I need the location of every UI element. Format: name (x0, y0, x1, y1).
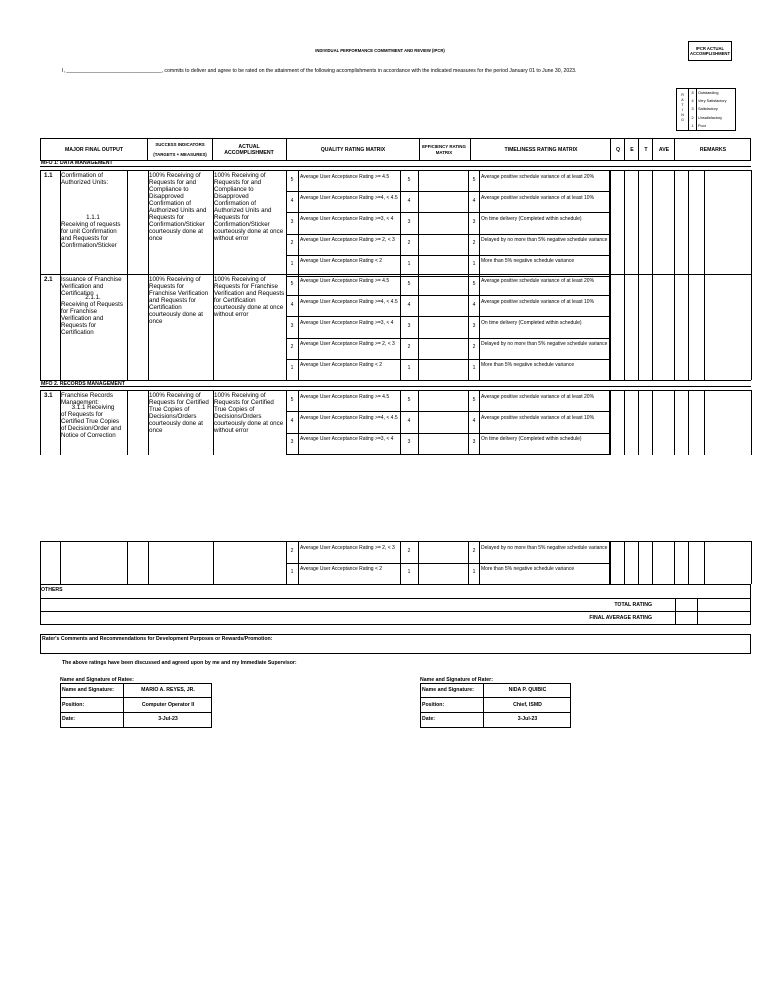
efficiency-rating-number: 1 (407, 365, 411, 372)
timeliness-rating-number: 4 (472, 417, 476, 424)
timeliness-rating-criteria: More than 5% negative schedule variance (481, 362, 575, 369)
output-description: Receiving of requests for unit Confirmation and Requests for Confirmation/Sticker (61, 221, 121, 249)
ratee-date: 3-Jul-23 (158, 716, 178, 722)
quality-rating-number: 1 (290, 261, 294, 268)
output-description: Receiving of Requests for Franchise Verification and Requests for Certification (61, 301, 123, 336)
quality-rating-number: 3 (290, 323, 294, 329)
rating-number: 3 (691, 107, 694, 112)
timeliness-rating-number: 2 (472, 240, 476, 247)
rating-number: 4 (691, 99, 694, 104)
quality-rating-criteria: Average User Acceptance Rating >= 4.5 (300, 173, 390, 180)
quality-rating-number: 1 (290, 569, 294, 576)
rater-position: Chief, ISMD (513, 702, 542, 708)
quality-rating-number: 4 (290, 301, 294, 308)
col-t: T (644, 147, 648, 153)
col-remarks: REMARKS (699, 147, 727, 153)
actual-accomplishment: 100% Receiving of Requests for and Compliance to Disapproved Confirmation of Authorized Units and Requests for Confirmation/Sticker courteously done at once without error (214, 172, 284, 242)
col-timeliness-matrix: TIMELINESS RATING MATRIX (504, 147, 578, 153)
timeliness-rating-criteria: On time delivery (Completed within schedule) (481, 216, 582, 222)
timeliness-rating-criteria: Average positive schedule variance of at least 20% (481, 173, 595, 180)
timeliness-rating-number: 3 (472, 439, 476, 446)
col-major-output: MAJOR FINAL OUTPUT (64, 147, 124, 153)
quality-rating-criteria: Average User Acceptance Rating >=3, < 4 (300, 320, 394, 326)
efficiency-rating-number: 2 (407, 240, 411, 247)
efficiency-rating-number: 3 (407, 219, 411, 225)
ratee-title: Name and Signature of Ratee: (60, 677, 134, 683)
quality-rating-criteria: Average User Acceptance Rating >=4, < 4.5 (300, 414, 398, 421)
ratee-position: Computer Operator II (141, 702, 195, 708)
actual-accomplishment: 100% Receiving of Requests for Franchise Verification and Requests for Certification courteously done at once without error (214, 276, 285, 318)
quality-rating-criteria: Average User Acceptance Rating < 2 (300, 258, 383, 265)
item-number: 2.1 (44, 276, 53, 283)
final-average-row (40, 611, 751, 625)
output-subitem: 1.1.1 (86, 214, 100, 221)
efficiency-rating-number: 2 (407, 344, 411, 351)
quality-rating-number: 5 (290, 280, 294, 287)
timeliness-rating-criteria: More than 5% negative schedule variance (481, 566, 575, 573)
quality-rating-criteria: Average User Acceptance Rating >= 2, < 3 (300, 237, 395, 244)
table-header (40, 138, 751, 161)
total-rating-label: TOTAL RATING (614, 602, 652, 608)
timeliness-rating-criteria: More than 5% negative schedule variance (481, 258, 575, 265)
quality-rating-number: 3 (290, 439, 294, 446)
quality-rating-number: 2 (290, 547, 294, 554)
ratee-position-label: Position: (62, 702, 85, 708)
col-quality-matrix: QUALITY RATING MATRIX (320, 147, 386, 153)
timeliness-rating-criteria: Delayed by no more than 5% negative schedule variance (481, 341, 608, 348)
rater-comments-box (40, 634, 751, 654)
quality-rating-number: 3 (290, 219, 294, 225)
efficiency-rating-number: 4 (407, 197, 411, 204)
item-number: 3.1 (44, 392, 53, 399)
efficiency-rating-number: 5 (407, 396, 411, 403)
efficiency-rating-number: 4 (407, 301, 411, 308)
quality-rating-number: 2 (290, 240, 294, 247)
success-indicator: 100% Receiving of Requests for Franchise Verification and Requests for Certification courteously done at once (149, 276, 209, 325)
col-ave: AVE (658, 147, 670, 153)
quality-rating-number: 4 (290, 197, 294, 204)
ipcr-accomplishment-label: IPCR ACTUAL ACCOMPLISHMENT (689, 46, 730, 56)
others-row (40, 584, 751, 599)
timeliness-rating-criteria: Average positive schedule variance of at least 20% (481, 277, 595, 284)
quality-rating-criteria: Average User Acceptance Rating >=4, < 4.5 (300, 298, 398, 305)
quality-rating-number: 5 (290, 176, 294, 183)
mfo1-label: MFO 1: DATA MANAGEMENT (41, 160, 113, 166)
item-number: 1.1 (44, 172, 53, 179)
rating-letter: A (681, 98, 684, 102)
col-actual-accomplishment: ACTUAL ACCOMPLISHMENT (224, 144, 274, 156)
timeliness-rating-criteria: On time delivery (Completed within schedule) (481, 320, 582, 326)
rating-label: Unsatisfactory (698, 115, 723, 120)
quality-rating-criteria: Average User Acceptance Rating >=4, < 4.5 (300, 194, 398, 201)
rating-label: Very Satisfactory (698, 99, 727, 104)
output-subitem: 2.1.1. (85, 294, 101, 301)
quality-rating-criteria: Average User Acceptance Rating >= 2, < 3 (300, 544, 395, 551)
output-heading: Issuance of Franchise Verification and Certification (61, 276, 122, 297)
rating-letter: G (681, 118, 684, 122)
output-description: of Requests for Certified True Copies of Decision/Order and Notice of Correction (61, 411, 122, 439)
actual-accomplishment: 100% Receiving of Requests for Certified True Copies of Decisions/Orders courteously done at once without error (214, 392, 284, 434)
rating-number: 5 (691, 91, 694, 95)
commitment-statement: I, _________________________________, commits to deliver and agree to be rated on the attainment of the following accomplishments in accordance with the indicated measures for the period January 01 to June 30, 2023. (62, 68, 577, 74)
final-average-label: FINAL AVERAGE RATING (589, 615, 652, 621)
efficiency-rating-number: 3 (407, 323, 411, 329)
timeliness-rating-criteria: On time delivery (Completed within schedule) (481, 436, 582, 443)
rater-table (420, 683, 571, 728)
quality-rating-number: 5 (290, 396, 294, 403)
rating-label: Poor (698, 123, 707, 128)
efficiency-rating-number: 5 (407, 280, 411, 287)
quality-rating-criteria: Average User Acceptance Rating < 2 (300, 566, 383, 573)
timeliness-rating-criteria: Delayed by no more than 5% negative schedule variance (481, 544, 608, 551)
discussion-statement: The above ratings have been discussed and agreed upon by me and my Immediate Supervisor: (62, 660, 297, 666)
output-heading: Confirmation of Authorized Units: (61, 172, 109, 186)
efficiency-rating-number: 2 (407, 547, 411, 554)
timeliness-rating-criteria: Average positive schedule variance of at least 10% (481, 298, 595, 305)
rating-label: Outstanding (698, 91, 719, 95)
quality-rating-criteria: Average User Acceptance Rating >= 2, < 3 (300, 341, 395, 348)
output-heading: Franchise Records Management: (61, 392, 113, 406)
rating-label: Satisfactory (698, 107, 718, 112)
rating-number: 2 (691, 115, 694, 120)
rating-number: 1 (691, 123, 694, 128)
timeliness-rating-number: 3 (472, 323, 476, 329)
rater-name: NIDA P. QUIBIC (508, 687, 547, 693)
timeliness-rating-criteria: Average positive schedule variance of at least 10% (481, 414, 595, 421)
rating-legend (676, 88, 736, 131)
timeliness-rating-number: 5 (472, 280, 476, 287)
efficiency-rating-number: 1 (407, 261, 411, 268)
timeliness-rating-number: 3 (472, 219, 476, 225)
efficiency-rating-number: 4 (407, 417, 411, 424)
ratee-name-label: Name and Signature: (62, 687, 114, 693)
col-success-indicators: SUCCESS INDICATORS (TARGETS + MEASURES) (153, 142, 207, 157)
timeliness-rating-criteria: Average positive schedule variance of at least 20% (481, 393, 595, 400)
ratee-date-label: Date: (62, 716, 75, 722)
rating-letter: N (681, 113, 684, 117)
quality-rating-criteria: Average User Acceptance Rating >=3, < 4 (300, 436, 394, 443)
quality-rating-number: 4 (290, 417, 294, 424)
rating-letter: R (681, 93, 684, 97)
rater-title: Name and Signature of Rater: (420, 677, 493, 683)
quality-rating-number: 1 (290, 365, 294, 372)
ratee-table (60, 683, 212, 728)
rating-letter: T (681, 103, 684, 107)
quality-rating-criteria: Average User Acceptance Rating < 2 (300, 362, 383, 369)
timeliness-rating-number: 5 (472, 396, 476, 403)
rater-name-label: Name and Signature: (422, 687, 474, 693)
timeliness-rating-number: 5 (472, 176, 476, 183)
ratee-name: MARIO A. REYES, JR. (141, 687, 195, 693)
timeliness-rating-criteria: Average positive schedule variance of at least 10% (481, 194, 595, 201)
ipcr-accomplishment-box (688, 41, 732, 61)
timeliness-rating-number: 4 (472, 301, 476, 308)
mfo2-label: MFO 2. RECORDS MANAGEMENT (41, 381, 125, 387)
success-indicator: 100% Receiving of Requests for Certified True Copies of Decisions/Orders courteously done at once (149, 392, 209, 434)
col-e: E (630, 147, 634, 153)
total-rating-row (40, 598, 751, 612)
rater-position-label: Position: (422, 702, 445, 708)
output-subitem: 3.1.1 Receiving (71, 404, 115, 411)
quality-rating-number: 2 (290, 344, 294, 351)
rater-comments-label: Rater's Comments and Recommendations for Development Purposes or Rewards/Promotion: (42, 636, 273, 642)
col-q: Q (615, 147, 621, 153)
others-label: OTHERS (41, 587, 63, 593)
timeliness-rating-number: 4 (472, 197, 476, 204)
timeliness-rating-number: 2 (472, 547, 476, 554)
timeliness-rating-number: 1 (472, 261, 476, 268)
efficiency-rating-number: 3 (407, 439, 411, 446)
quality-rating-criteria: Average User Acceptance Rating >= 4.5 (300, 393, 390, 400)
timeliness-rating-criteria: Delayed by no more than 5% negative schedule variance (481, 237, 608, 244)
document-title: INDIVIDUAL PERFORMANCE COMMITMENT AND REVIEW (IPCR) (315, 48, 445, 53)
timeliness-rating-number: 1 (472, 569, 476, 576)
quality-rating-criteria: Average User Acceptance Rating >= 4.5 (300, 277, 390, 284)
col-efficiency-matrix: EFFICIENCY RATING MATRIX (422, 144, 466, 155)
rater-date: 3-Jul-23 (517, 716, 538, 722)
quality-rating-criteria: Average User Acceptance Rating >=3, < 4 (300, 216, 394, 222)
timeliness-rating-number: 1 (472, 365, 476, 372)
timeliness-rating-number: 2 (472, 344, 476, 351)
rating-letter: I (682, 108, 683, 112)
efficiency-rating-number: 1 (407, 569, 411, 576)
efficiency-rating-number: 5 (407, 176, 411, 183)
rater-date-label: Date: (422, 716, 435, 722)
success-indicator: 100% Receiving of Requests for and Compliance to Disapproved Confirmation of Authorized Units and Requests for Confirmation/Sticker courteously done at once (149, 172, 207, 242)
